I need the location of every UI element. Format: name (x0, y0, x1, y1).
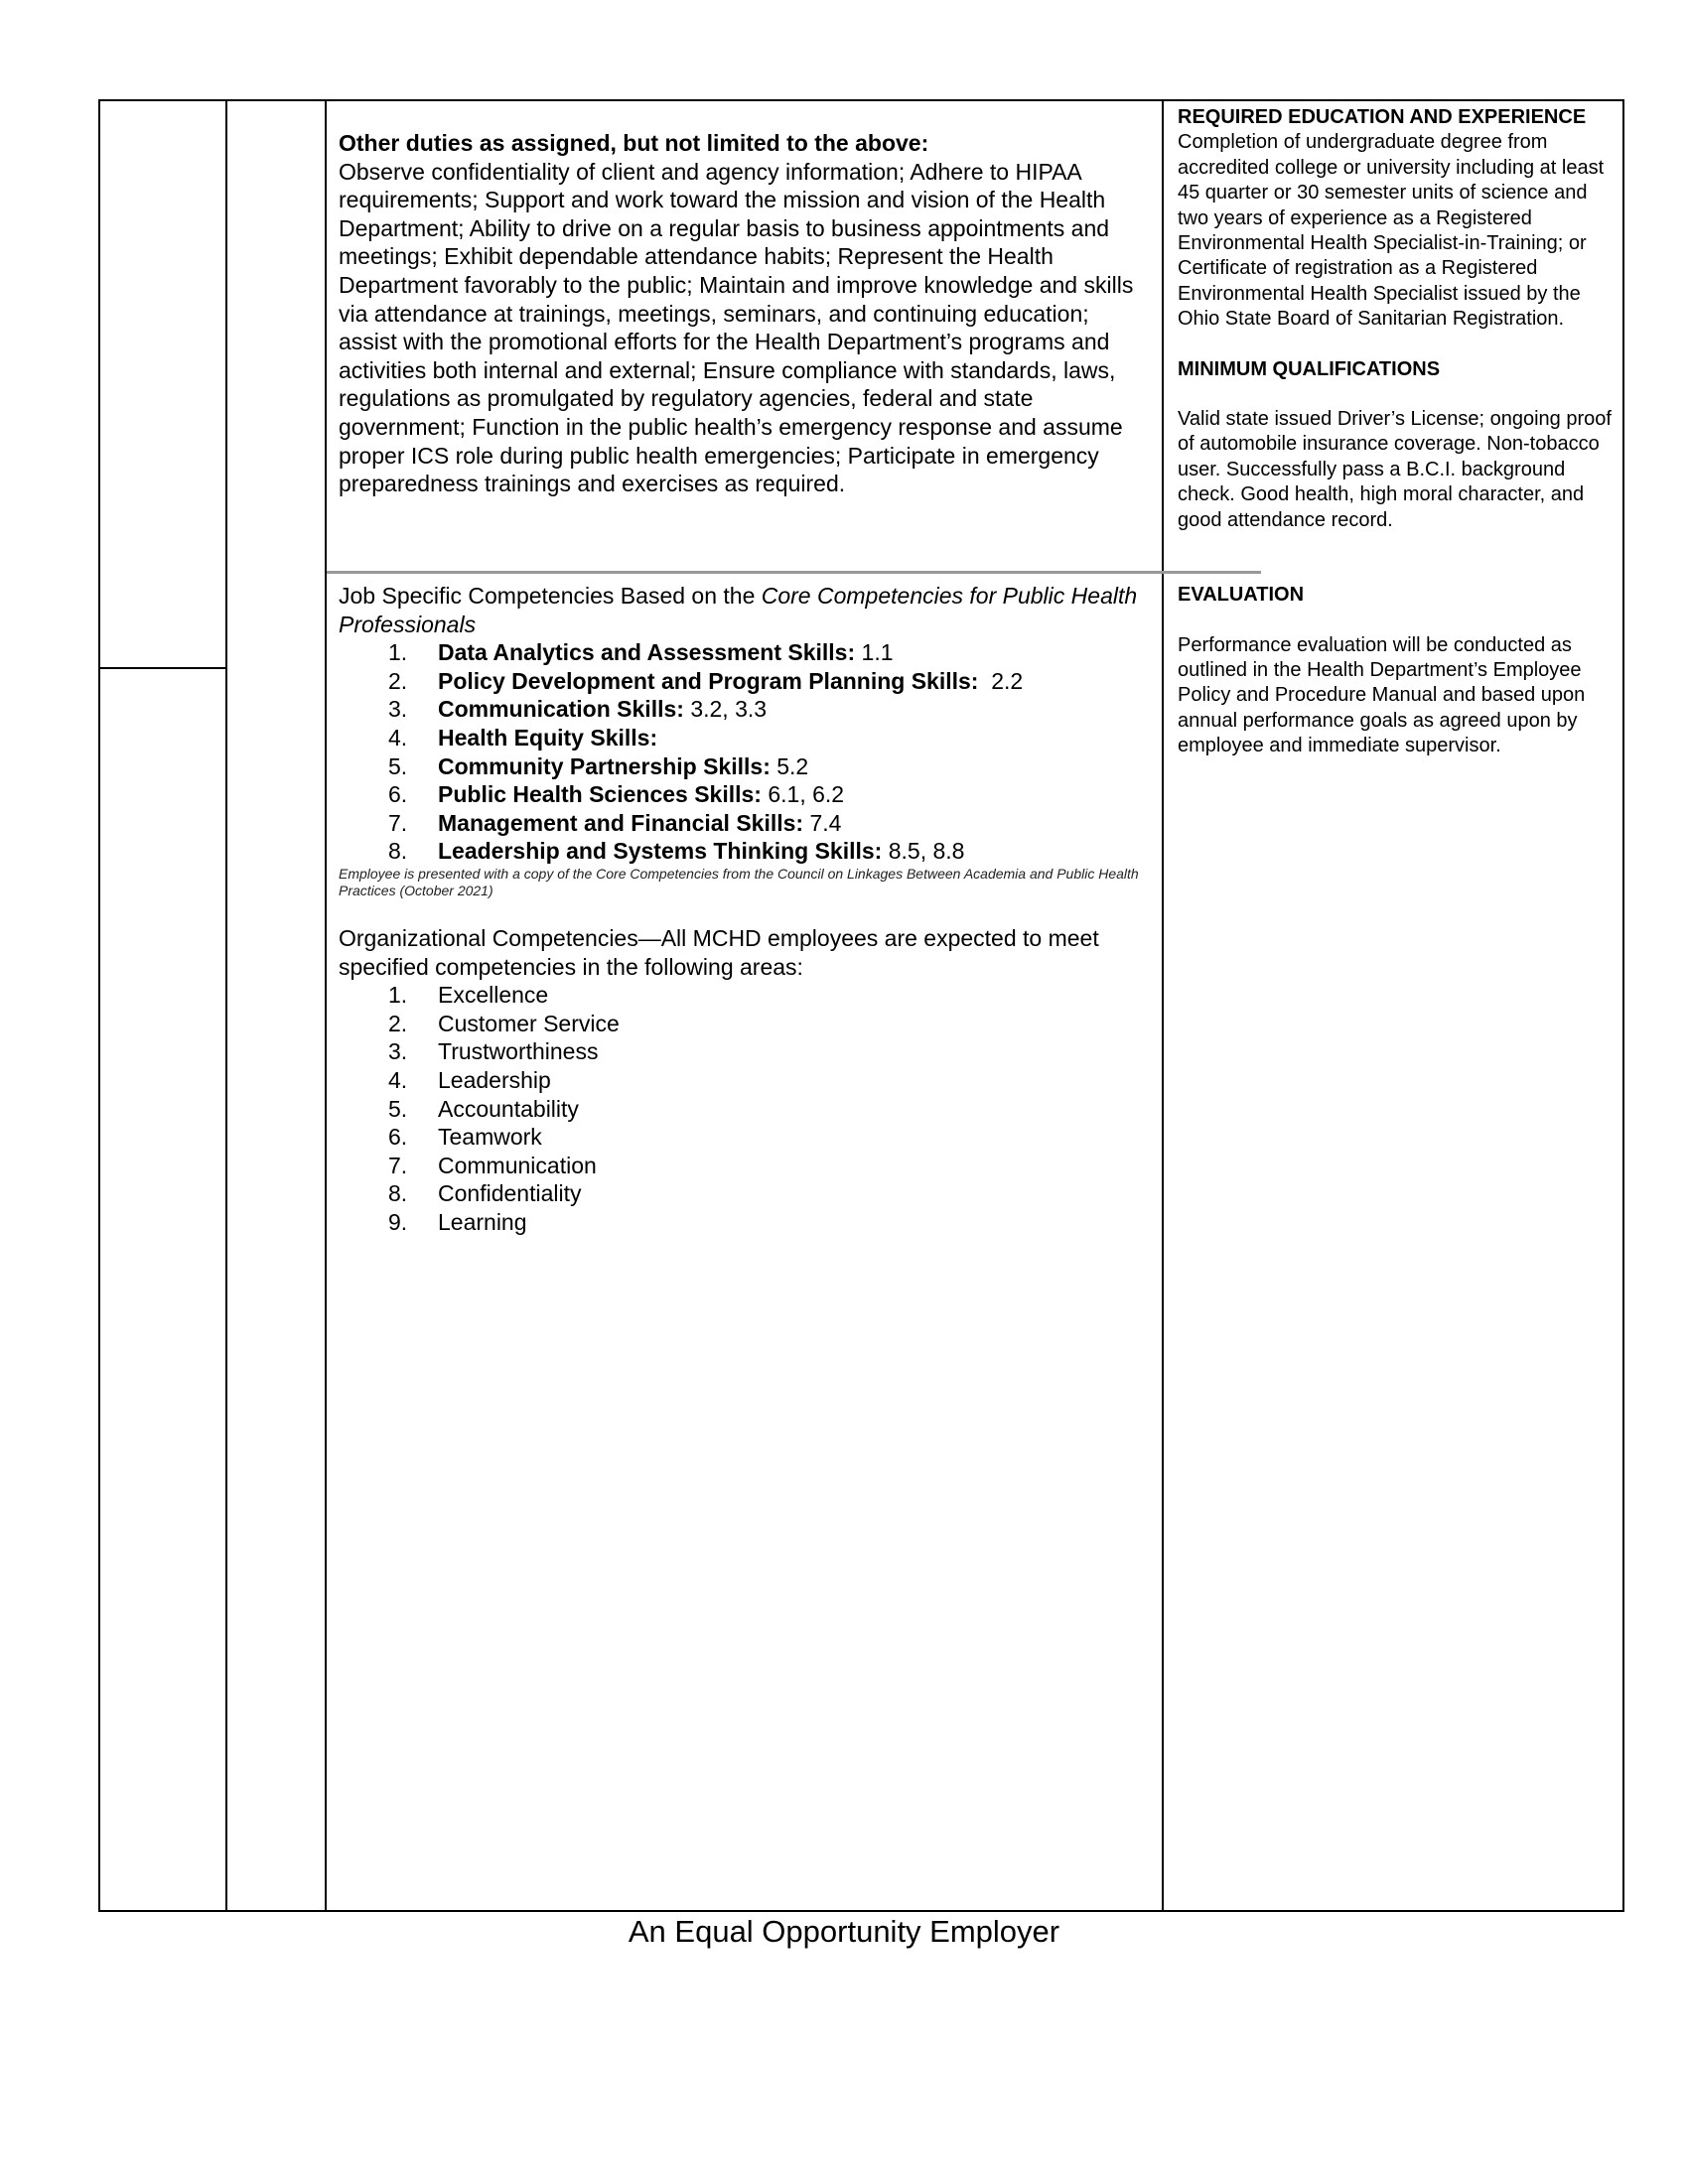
list-item-number: 1. (388, 982, 408, 1009)
row-divider-left (100, 667, 225, 669)
list-item-number: 7. (388, 809, 408, 836)
job-competencies-list (339, 638, 1153, 866)
org-competencies-intro: Organizational Competencies—All MCHD employees are expected to meet specified competencies in the following areas: (339, 924, 1099, 980)
list-item-number: 6. (388, 1124, 408, 1151)
list-item-label: Communication Skills: (438, 696, 684, 723)
job-competencies-intro (339, 582, 1153, 638)
list-item-label: Trustworthiness (438, 1038, 599, 1065)
list-item (339, 809, 1153, 838)
footer-text: An Equal Opportunity Employer (628, 1914, 1060, 1949)
list-item-number: 9. (388, 1208, 408, 1235)
list-item (339, 1123, 1153, 1152)
list-item (339, 638, 1153, 667)
core-competencies-title: Core Competencies for Public Health Professionals (339, 583, 1138, 637)
list-item (339, 837, 1153, 866)
core-competencies-note: Employee is presented with a copy of the Core Competencies from the Council on Linkages Between Academia and Public Health Practices (October 2021) (339, 865, 1139, 898)
list-item (339, 1010, 1153, 1038)
list-item-value: 2.2 (978, 667, 1024, 694)
list-item-value: 6.1, 6.2 (761, 781, 845, 808)
list-item-number: 2. (388, 667, 408, 694)
list-item (339, 1152, 1153, 1180)
column-divider-3 (1162, 101, 1164, 1910)
list-item (339, 752, 1153, 781)
other-duties-heading: Other duties as assigned, but not limited to the above: (339, 130, 929, 156)
column-divider-2 (325, 101, 327, 1910)
list-item (339, 1208, 1153, 1237)
list-item-label: Community Partnership Skills: (438, 752, 771, 779)
list-item-label: Health Equity Skills: (438, 724, 658, 751)
list-item-label: Accountability (438, 1095, 579, 1122)
list-item (339, 1037, 1153, 1066)
list-item-number: 5. (388, 1095, 408, 1122)
list-item-number: 4. (388, 724, 408, 751)
list-item (339, 780, 1153, 809)
list-item (339, 724, 1153, 752)
org-competencies-list (339, 981, 1153, 1236)
job-competencies-intro-text: Job Specific Competencies Based on the (339, 583, 762, 609)
duties-divider (327, 571, 1261, 574)
list-item (339, 1095, 1153, 1124)
list-item-value: 3.2, 3.3 (683, 696, 768, 723)
list-item-number: 5. (388, 752, 408, 779)
list-item-label: Communication (438, 1152, 597, 1178)
list-item-number: 8. (388, 1180, 408, 1207)
list-item-label: Excellence (438, 982, 549, 1009)
list-item-label: Policy Development and Program Planning Skills: (438, 667, 979, 694)
list-item-label: Teamwork (438, 1124, 542, 1151)
list-item (339, 695, 1153, 724)
evaluation-body: Performance evaluation will be conducted as outlined in the Health Department’s Employee Policy and Procedure Manual and based upon annual performance goals as agreed upon by employee and immediate supervisor. (1178, 633, 1586, 757)
list-item-label: Management and Financial Skills: (438, 809, 804, 836)
list-item-number: 6. (388, 781, 408, 808)
education-body-1: Completion of undergraduate degree from accredited college or university including at least 45 quarter or 30 semester units of science and two years of experience as a Registered Environmental Health Specialist-in-Training; or (1178, 131, 1605, 255)
evaluation-heading: EVALUATION (1178, 584, 1305, 607)
list-item-value: 8.5, 8.8 (882, 838, 965, 865)
list-item (339, 667, 1153, 696)
list-item-number: 3. (388, 696, 408, 723)
min-qualifications-body: Valid state issued Driver’s License; ongoing proof of automobile insurance coverage. Non-tobacco user. Successfully pass a B.C.I. background check. Good health, high moral character, and good attendance record. (1178, 408, 1612, 531)
list-item-label: Public Health Sciences Skills: (438, 781, 762, 808)
list-item-number: 4. (388, 1066, 408, 1093)
requirements-column (1178, 105, 1615, 759)
education-heading: REQUIRED EDUCATION AND EXPERIENCE (1178, 106, 1587, 128)
list-item-label: Leadership (438, 1066, 551, 1093)
competencies-section (339, 582, 1153, 1236)
list-item-value: 7.4 (803, 809, 842, 836)
list-item-number: 1. (388, 639, 408, 666)
min-qualifications-heading: MINIMUM QUALIFICATIONS (1178, 357, 1441, 380)
list-item-label: Learning (438, 1208, 527, 1235)
education-body-2: Certificate of registration as a Registered Environmental Health Specialist issued by the Ohio State Board of Sanitarian Registration. (1178, 257, 1581, 331)
list-item-label: Confidentiality (438, 1180, 582, 1207)
list-item-label: Leadership and Systems Thinking Skills: (438, 838, 883, 865)
list-item-number: 8. (388, 838, 408, 865)
list-item-label: Customer Service (438, 1010, 620, 1036)
list-item (339, 1179, 1153, 1208)
list-item (339, 981, 1153, 1010)
list-item (339, 1066, 1153, 1095)
list-item-number: 7. (388, 1152, 408, 1178)
column-divider-1 (225, 101, 227, 1910)
form-table (98, 99, 1624, 1912)
list-item-number: 2. (388, 1010, 408, 1036)
list-item-value: 5.2 (770, 752, 809, 779)
list-item-label: Data Analytics and Assessment Skills: (438, 639, 856, 666)
list-item-number: 3. (388, 1038, 408, 1065)
other-duties-body: Observe confidentiality of client and agency information; Adhere to HIPAA requirements; Support and work toward the mission and vision of the Health Department; Ability to drive on a regular basis to business appointments and meetings; Exhibit dependable attendance habits; Represent the Health Department favorably to the public; Maintain and improve knowledge and skills via attendance at trainings, meetings, seminars, and continuing education; assist with the promotional efforts for the Health Department’s programs and activities both internal and external; Ensure compliance with standards, laws, regulations as promulgated by regulatory agencies, federal and state government; Function in the public health’s emergency response and assume proper ICS role during public health emergencies; Participate in emergency preparedness trainings and exercises as required. (339, 158, 1134, 497)
other-duties-section (339, 129, 1145, 498)
list-item-value: 1.1 (855, 639, 894, 666)
